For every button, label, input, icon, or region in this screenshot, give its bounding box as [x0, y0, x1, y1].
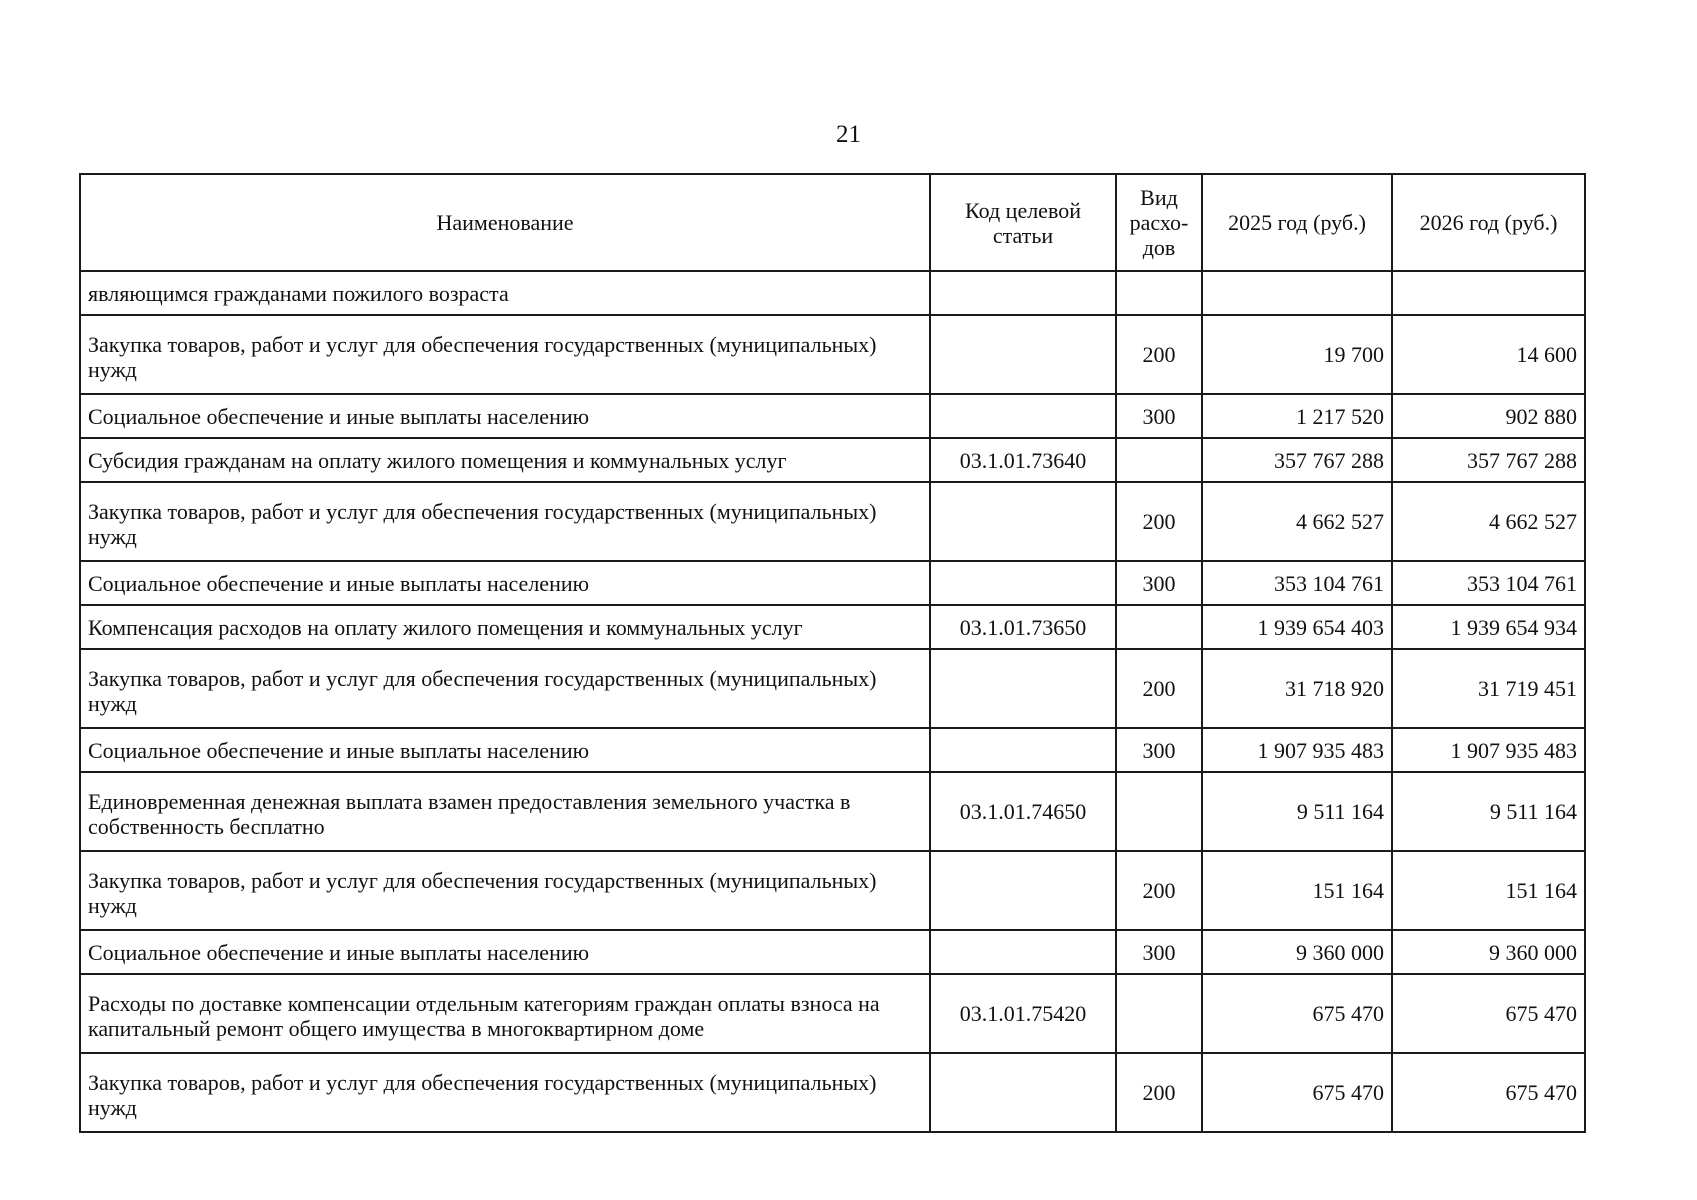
cell-kind: 300 [1116, 561, 1202, 605]
cell-2025: 31 718 920 [1202, 649, 1392, 728]
cell-name: Закупка товаров, работ и услуг для обеспечения государственных (муниципальных) нужд [80, 315, 930, 394]
cell-2026: 675 470 [1392, 1053, 1585, 1132]
header-name: Наименование [80, 174, 930, 271]
cell-2026: 9 360 000 [1392, 930, 1585, 974]
cell-code [930, 728, 1116, 772]
cell-name: Закупка товаров, работ и услуг для обеспечения государственных (муниципальных) нужд [80, 1053, 930, 1132]
cell-code [930, 482, 1116, 561]
table-row [80, 649, 1585, 728]
cell-name: Компенсация расходов на оплату жилого помещения и коммунальных услуг [80, 605, 930, 649]
table-row [80, 482, 1585, 561]
cell-kind: 300 [1116, 728, 1202, 772]
cell-name: Единовременная денежная выплата взамен предоставления земельного участка в собственность бесплатно [80, 772, 930, 851]
cell-2026: 1 939 654 934 [1392, 605, 1585, 649]
cell-name: Субсидия гражданам на оплату жилого помещения и коммунальных услуг [80, 438, 930, 482]
header-2025: 2025 год (руб.) [1202, 174, 1392, 271]
cell-code: 03.1.01.74650 [930, 772, 1116, 851]
cell-name: Социальное обеспечение и иные выплаты населению [80, 561, 930, 605]
table-header-row [80, 174, 1585, 271]
table-row [80, 394, 1585, 438]
cell-2025: 9 511 164 [1202, 772, 1392, 851]
table-row [80, 1053, 1585, 1132]
cell-2025: 1 939 654 403 [1202, 605, 1392, 649]
cell-2026: 353 104 761 [1392, 561, 1585, 605]
cell-kind: 200 [1116, 315, 1202, 394]
cell-name: Социальное обеспечение и иные выплаты населению [80, 394, 930, 438]
header-code: Код целевой статьи [930, 174, 1116, 271]
cell-code [930, 394, 1116, 438]
cell-kind: 200 [1116, 649, 1202, 728]
cell-name: Социальное обеспечение и иные выплаты населению [80, 930, 930, 974]
cell-kind [1116, 974, 1202, 1053]
cell-2026: 675 470 [1392, 974, 1585, 1053]
cell-2026: 31 719 451 [1392, 649, 1585, 728]
cell-name: Расходы по доставке компенсации отдельным категориям граждан оплаты взноса на капитальный ремонт общего имущества в многоквартирном доме [80, 974, 930, 1053]
cell-2025: 675 470 [1202, 1053, 1392, 1132]
cell-code: 03.1.01.75420 [930, 974, 1116, 1053]
cell-2025: 9 360 000 [1202, 930, 1392, 974]
cell-name: Закупка товаров, работ и услуг для обеспечения государственных (муниципальных) нужд [80, 649, 930, 728]
cell-2025: 353 104 761 [1202, 561, 1392, 605]
cell-2026 [1392, 271, 1585, 315]
table-row [80, 930, 1585, 974]
table-row [80, 772, 1585, 851]
page-number: 21 [836, 121, 861, 148]
cell-kind: 200 [1116, 1053, 1202, 1132]
cell-kind [1116, 605, 1202, 649]
table-row [80, 605, 1585, 649]
table-row [80, 974, 1585, 1053]
cell-2025: 4 662 527 [1202, 482, 1392, 561]
cell-2026: 902 880 [1392, 394, 1585, 438]
cell-2026: 357 767 288 [1392, 438, 1585, 482]
cell-code [930, 930, 1116, 974]
cell-2025: 19 700 [1202, 315, 1392, 394]
cell-kind: 300 [1116, 930, 1202, 974]
cell-code [930, 649, 1116, 728]
cell-code [930, 1053, 1116, 1132]
cell-2025: 151 164 [1202, 851, 1392, 930]
cell-name: Закупка товаров, работ и услуг для обеспечения государственных (муниципальных) нужд [80, 482, 930, 561]
cell-2025 [1202, 271, 1392, 315]
cell-kind [1116, 438, 1202, 482]
cell-kind: 200 [1116, 851, 1202, 930]
cell-code [930, 561, 1116, 605]
cell-2026: 14 600 [1392, 315, 1585, 394]
cell-2025: 357 767 288 [1202, 438, 1392, 482]
cell-2025: 675 470 [1202, 974, 1392, 1053]
cell-2025: 1 907 935 483 [1202, 728, 1392, 772]
cell-code [930, 851, 1116, 930]
cell-code [930, 315, 1116, 394]
cell-code: 03.1.01.73640 [930, 438, 1116, 482]
table-row [80, 561, 1585, 605]
cell-2026: 151 164 [1392, 851, 1585, 930]
cell-kind [1116, 772, 1202, 851]
cell-2026: 1 907 935 483 [1392, 728, 1585, 772]
table-row [80, 315, 1585, 394]
cell-name: являющимся гражданами пожилого возраста [80, 271, 930, 315]
cell-2026: 9 511 164 [1392, 772, 1585, 851]
header-kind: Вид расхо-дов [1116, 174, 1202, 271]
table-row [80, 851, 1585, 930]
budget-table [79, 173, 1586, 1133]
cell-2026: 4 662 527 [1392, 482, 1585, 561]
table-row [80, 271, 1585, 315]
header-2026: 2026 год (руб.) [1392, 174, 1585, 271]
cell-kind [1116, 271, 1202, 315]
cell-kind: 200 [1116, 482, 1202, 561]
cell-code [930, 271, 1116, 315]
cell-kind: 300 [1116, 394, 1202, 438]
table-row [80, 728, 1585, 772]
cell-name: Закупка товаров, работ и услуг для обеспечения государственных (муниципальных) нужд [80, 851, 930, 930]
table-row [80, 438, 1585, 482]
cell-code: 03.1.01.73650 [930, 605, 1116, 649]
cell-name: Социальное обеспечение и иные выплаты населению [80, 728, 930, 772]
cell-2025: 1 217 520 [1202, 394, 1392, 438]
